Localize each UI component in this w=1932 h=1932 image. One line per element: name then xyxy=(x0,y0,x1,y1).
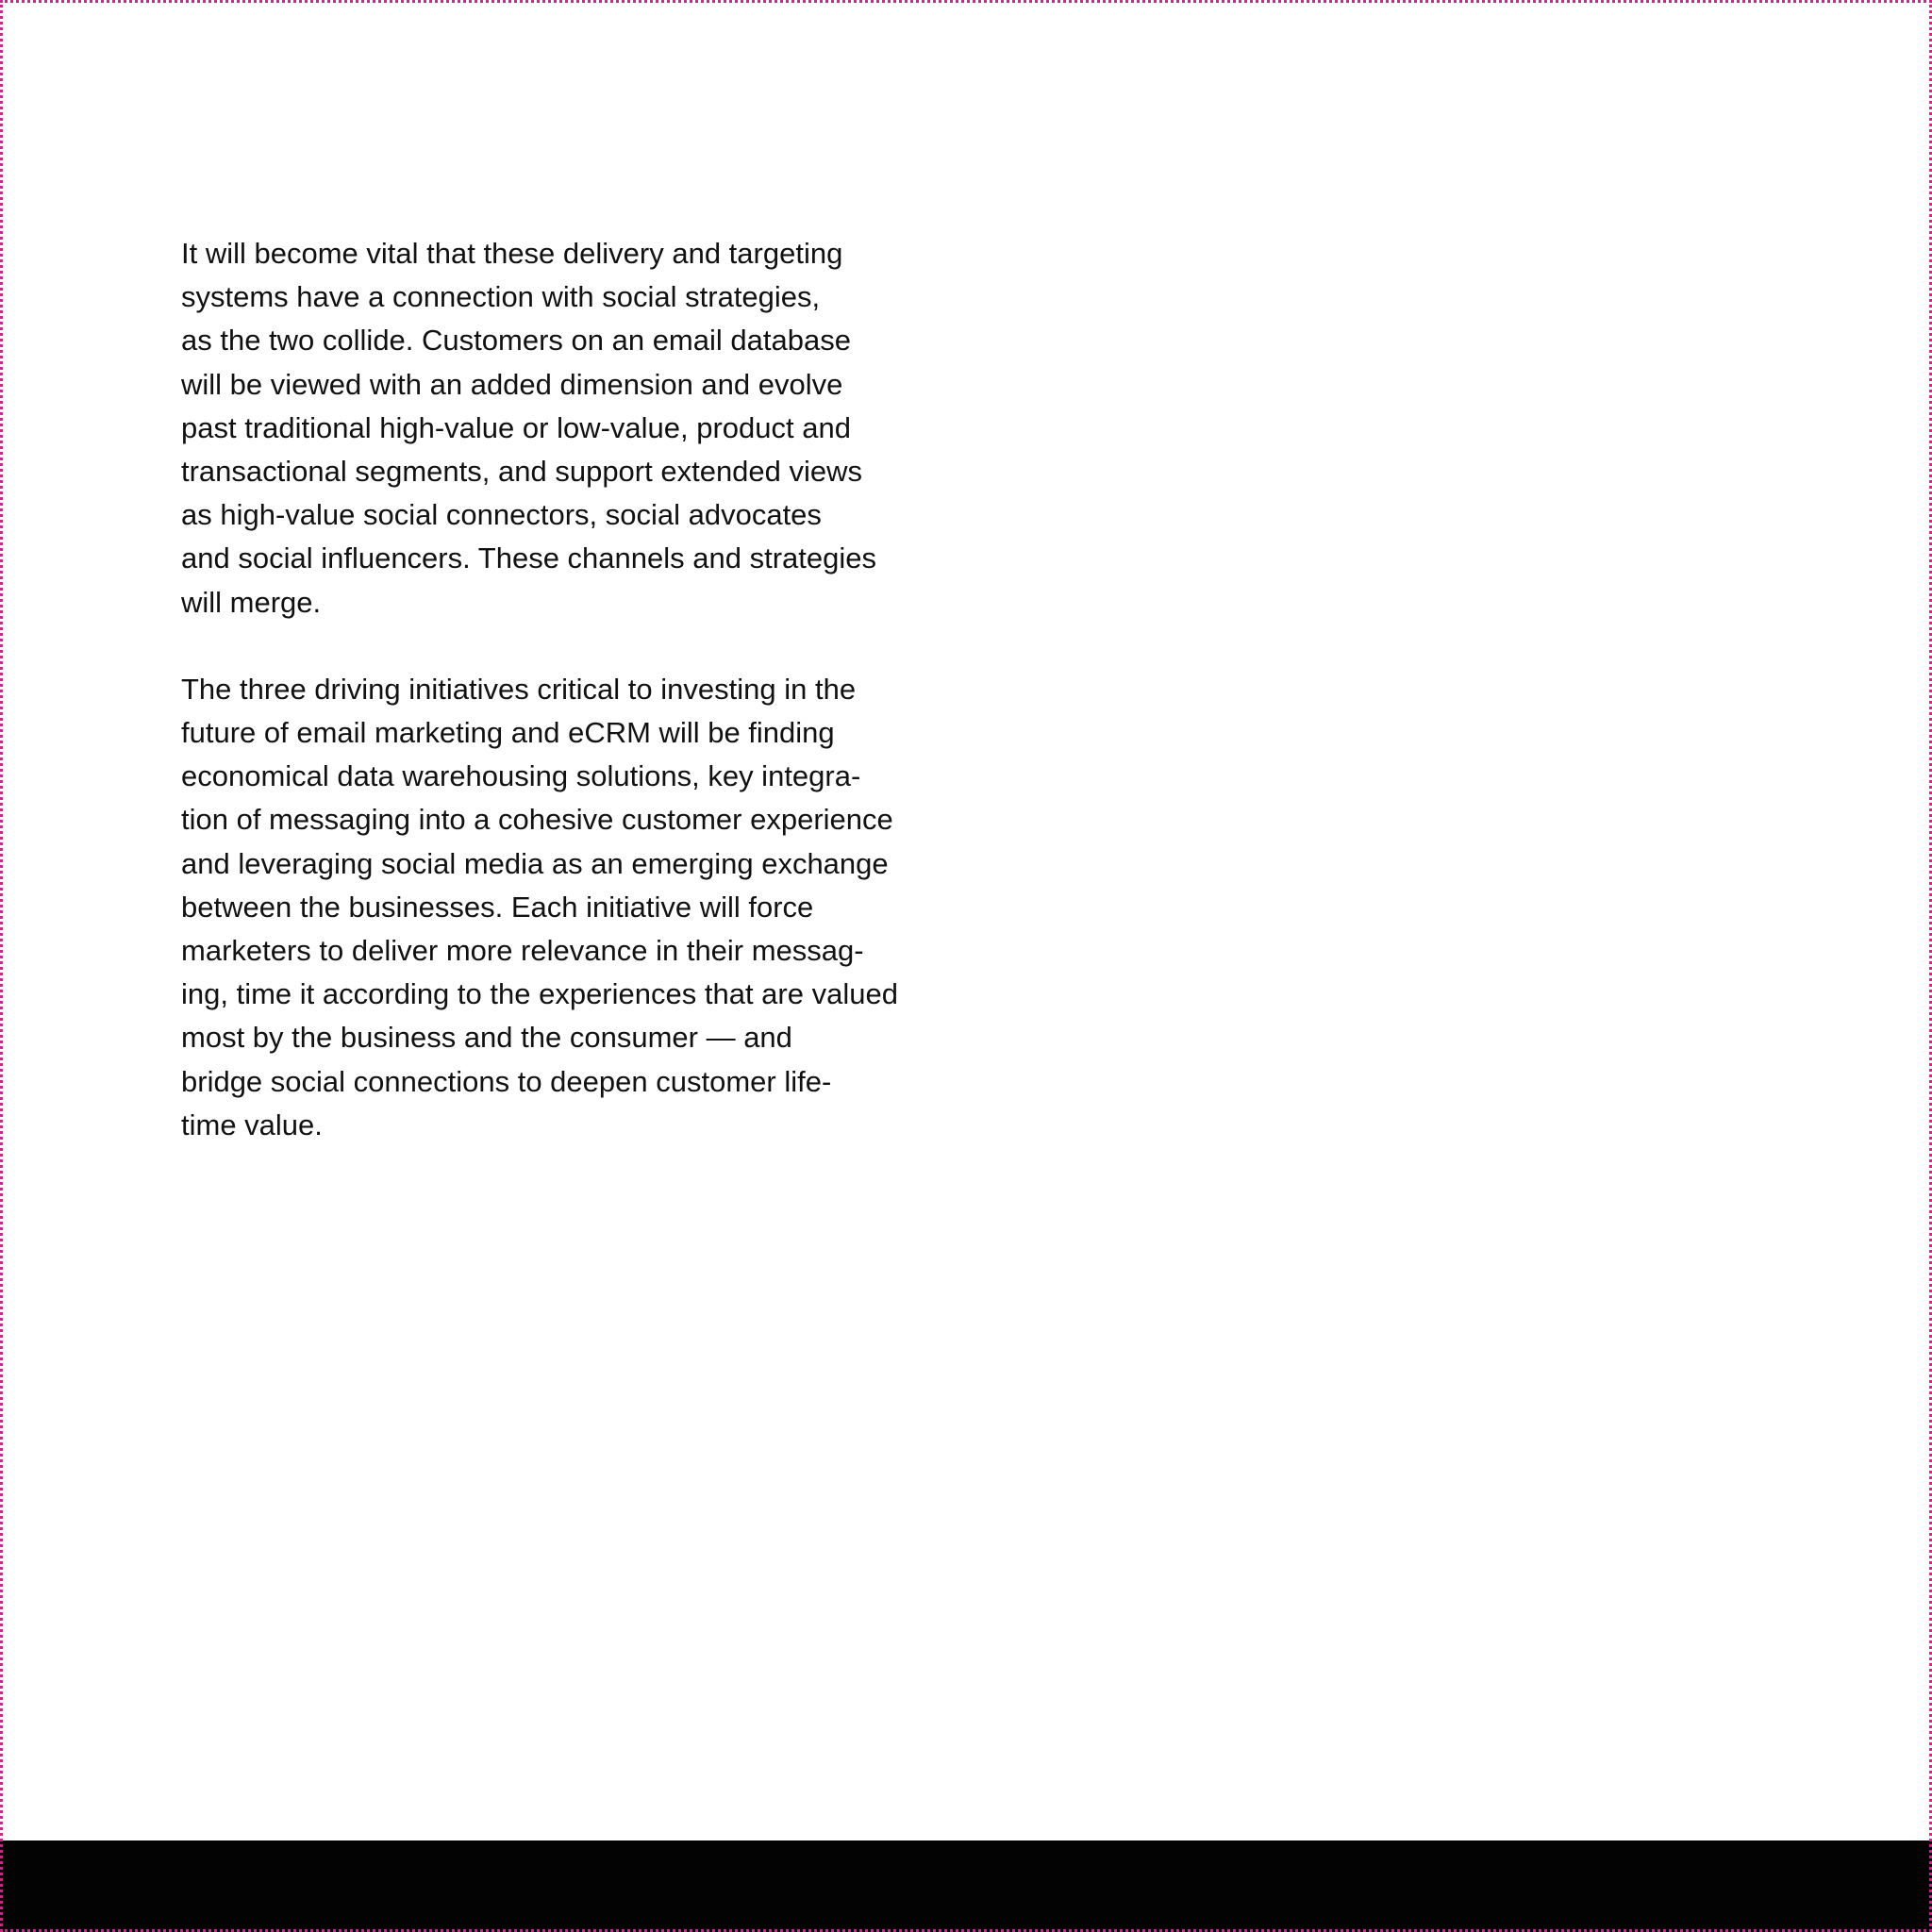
paragraph-line: and social influencers. These channels and strategies xyxy=(181,541,876,575)
paragraph-2 xyxy=(181,668,936,1147)
paragraph-line: ing, time it according to the experiences that are valued xyxy=(181,977,898,1011)
paragraph-line: past traditional high-value or low-value, product and xyxy=(181,410,851,444)
paragraph-line: The three driving initiatives critical to investing in the xyxy=(181,672,857,706)
footer-bar xyxy=(0,1840,1932,1932)
paragraph-line: most by the business and the consumer — and xyxy=(181,1021,792,1055)
paragraph-1 xyxy=(181,232,936,625)
paragraph-line: as the two collide. Customers on an email database xyxy=(181,324,851,358)
paragraph-line: will be viewed with an added dimension and evolve xyxy=(181,367,843,401)
paragraph-line: between the businesses. Each initiative will force xyxy=(181,890,814,924)
paragraph-line: and leveraging social media as an emerging exchange xyxy=(181,846,889,880)
paragraph-line: time value. xyxy=(181,1108,323,1141)
paragraph-line: bridge social connections to deepen customer life- xyxy=(181,1064,832,1098)
paragraph-line: It will become vital that these delivery and targeting xyxy=(181,237,843,270)
paragraph-line: systems have a connection with social strategies, xyxy=(181,280,821,314)
paragraph-line: tion of messaging into a cohesive customer experience xyxy=(181,803,893,837)
body-text xyxy=(181,232,936,1147)
paragraph-line: marketers to deliver more relevance in their messag- xyxy=(181,934,864,968)
paragraph-line: as high-value social connectors, social advocates xyxy=(181,498,822,532)
paragraph-line: will merge. xyxy=(181,585,322,619)
paragraph-line: economical data warehousing solutions, key integra- xyxy=(181,759,861,793)
paragraph-line: transactional segments, and support extended views xyxy=(181,455,863,489)
paragraph-line: future of email marketing and eCRM will be finding xyxy=(181,716,835,750)
